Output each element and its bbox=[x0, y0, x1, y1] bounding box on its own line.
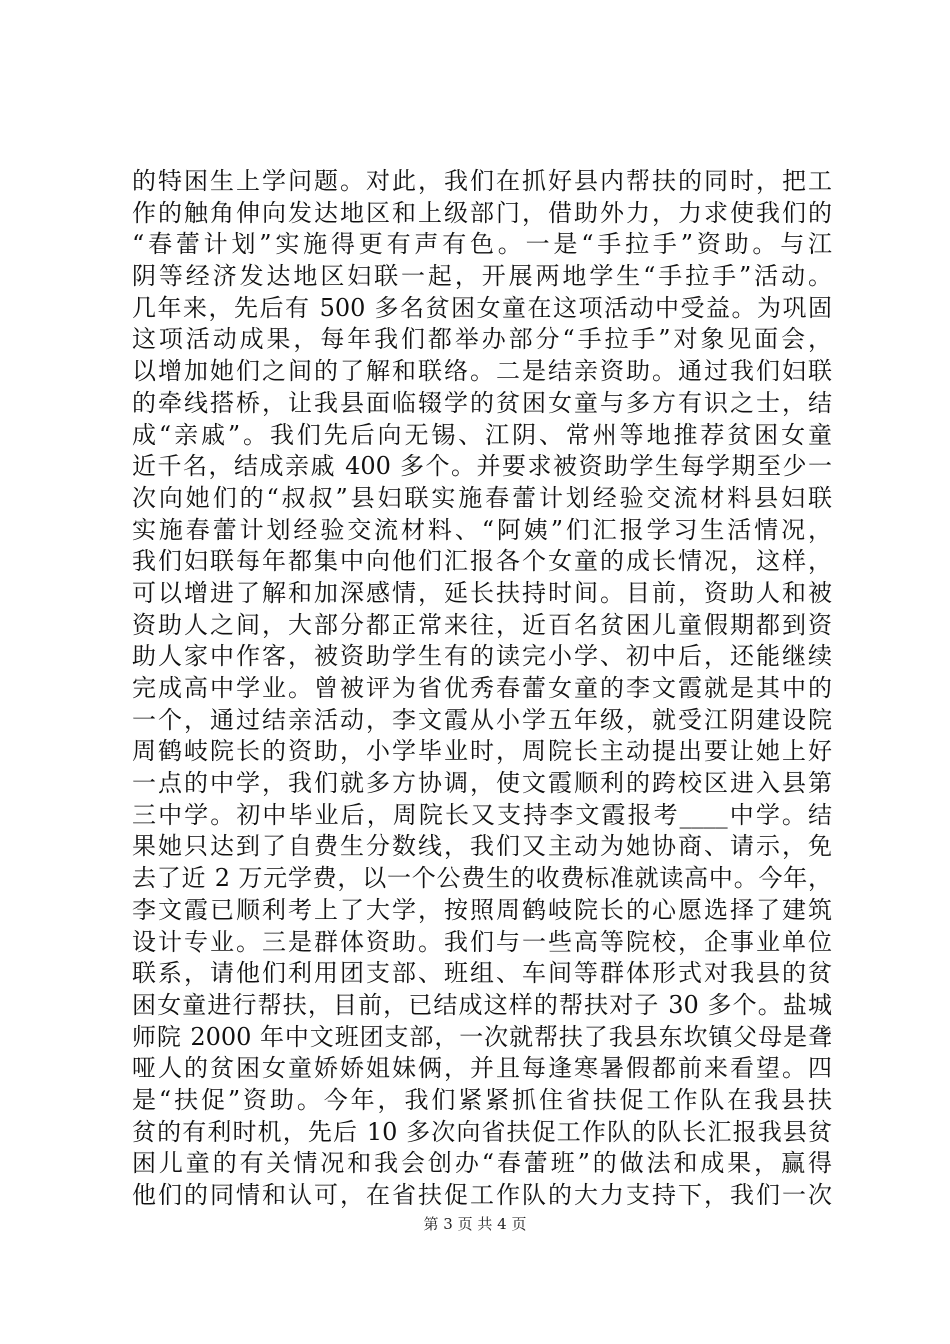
text-line: 作的触角伸向发达地区和上级部门，借助外力，力求使我们的 bbox=[132, 198, 832, 227]
text-line: 困儿童的有关情况和我会创办“春蕾班”的做法和成果，赢得 bbox=[132, 1149, 832, 1178]
text-line: 李文霞已顺利考上了大学，按照周鹤岐院长的心愿选择了建筑 bbox=[132, 895, 832, 924]
text-line: 周鹤岐院长的资助，小学毕业时，周院长主动提出要让她上好 bbox=[132, 737, 832, 766]
page-footer: 第 3 页 共 4 页 bbox=[423, 1215, 527, 1233]
text-line: 他们的同情和认可，在省扶促工作队的大力支持下，我们一次 bbox=[132, 1181, 832, 1209]
text-line: 成“亲戚”。我们先后向无锡、江阴、常州等地推荐贫困女童 bbox=[132, 420, 832, 449]
text-line: 的牵线搭桥，让我县面临辍学的贫困女童与多方有识之士，结 bbox=[132, 388, 832, 417]
text-line: 哑人的贫困女童娇娇姐妹俩，并且每逢寒暑假都前来看望。四 bbox=[132, 1054, 832, 1083]
text-line: 完成高中学业。曾被评为省优秀春蕾女童的李文霞就是其中的 bbox=[132, 674, 832, 702]
text-line: 师院 2000 年中文班团支部，一次就帮扶了我县东坎镇父母是聋 bbox=[132, 1022, 832, 1051]
text-line: 果她只达到了自费生分数线，我们又主动为她协商、请示，免 bbox=[132, 832, 832, 861]
text-line: 阴等经济发达地区妇联一起，开展两地学生“手拉手”活动。 bbox=[132, 262, 832, 291]
text-line: 实施春蕾计划经验交流材料、“阿姨”们汇报学习生活情况， bbox=[132, 515, 832, 544]
text-line: 以增加她们之间的了解和联络。二是结亲资助。通过我们妇联 bbox=[132, 357, 832, 386]
text-line: 次向她们的“叔叔”县妇联实施春蕾计划经验交流材料县妇联 bbox=[132, 483, 832, 512]
text-line: 三中学。初中毕业后，周院长又支持李文霞报考____中学。结 bbox=[132, 800, 832, 829]
text-line: 这项活动成果，每年我们都举办部分“手拉手”对象见面会， bbox=[132, 325, 832, 354]
text-line: 一个，通过结亲活动，李文霞从小学五年级，就受江阴建设院 bbox=[132, 705, 832, 734]
text-line: 困女童进行帮扶，目前，已结成这样的帮扶对子 30 多个。盐城 bbox=[132, 990, 832, 1019]
text-line: 贫的有利时机，先后 10 多次向省扶促工作队的队长汇报我县贫 bbox=[132, 1117, 832, 1146]
text-line: 近千名，结成亲戚 400 多个。并要求被资助学生每学期至少一 bbox=[132, 452, 832, 481]
text-line: 助人家中作客，被资助学生有的读完小学、初中后，还能继续 bbox=[132, 642, 832, 671]
text-line: 联系，请他们利用团支部、班组、车间等群体形式对我县的贫 bbox=[132, 959, 832, 988]
text-line: 的特困生上学问题。对此，我们在抓好县内帮扶的同时，把工 bbox=[132, 167, 832, 195]
text-line: 可以增进了解和加深感情，延长扶持时间。目前，资助人和被 bbox=[132, 578, 832, 607]
text-line: 设计专业。三是群体资助。我们与一些高等院校，企事业单位 bbox=[132, 927, 832, 956]
text-line: “春蕾计划”实施得更有声有色。一是“手拉手”资助。与江 bbox=[132, 230, 832, 259]
text-line: 我们妇联每年都集中向他们汇报各个女童的成长情况，这样， bbox=[132, 547, 832, 576]
text-line: 去了近 2 万元学费，以一个公费生的收费标准就读高中。今年， bbox=[132, 864, 832, 893]
text-line: 是“扶促”资助。今年，我们紧紧抓住省扶促工作队在我县扶 bbox=[132, 1085, 832, 1114]
text-line: 几年来，先后有 500 多名贫困女童在这项活动中受益。为巩固 bbox=[132, 293, 832, 322]
text-line: 一点的中学，我们就多方协调，使文霞顺利的跨校区进入县第 bbox=[132, 769, 832, 798]
body-paragraph bbox=[132, 166, 832, 1212]
text-line: 资助人之间，大部分都正常来往，近百名贫困儿童假期都到资 bbox=[132, 610, 832, 639]
